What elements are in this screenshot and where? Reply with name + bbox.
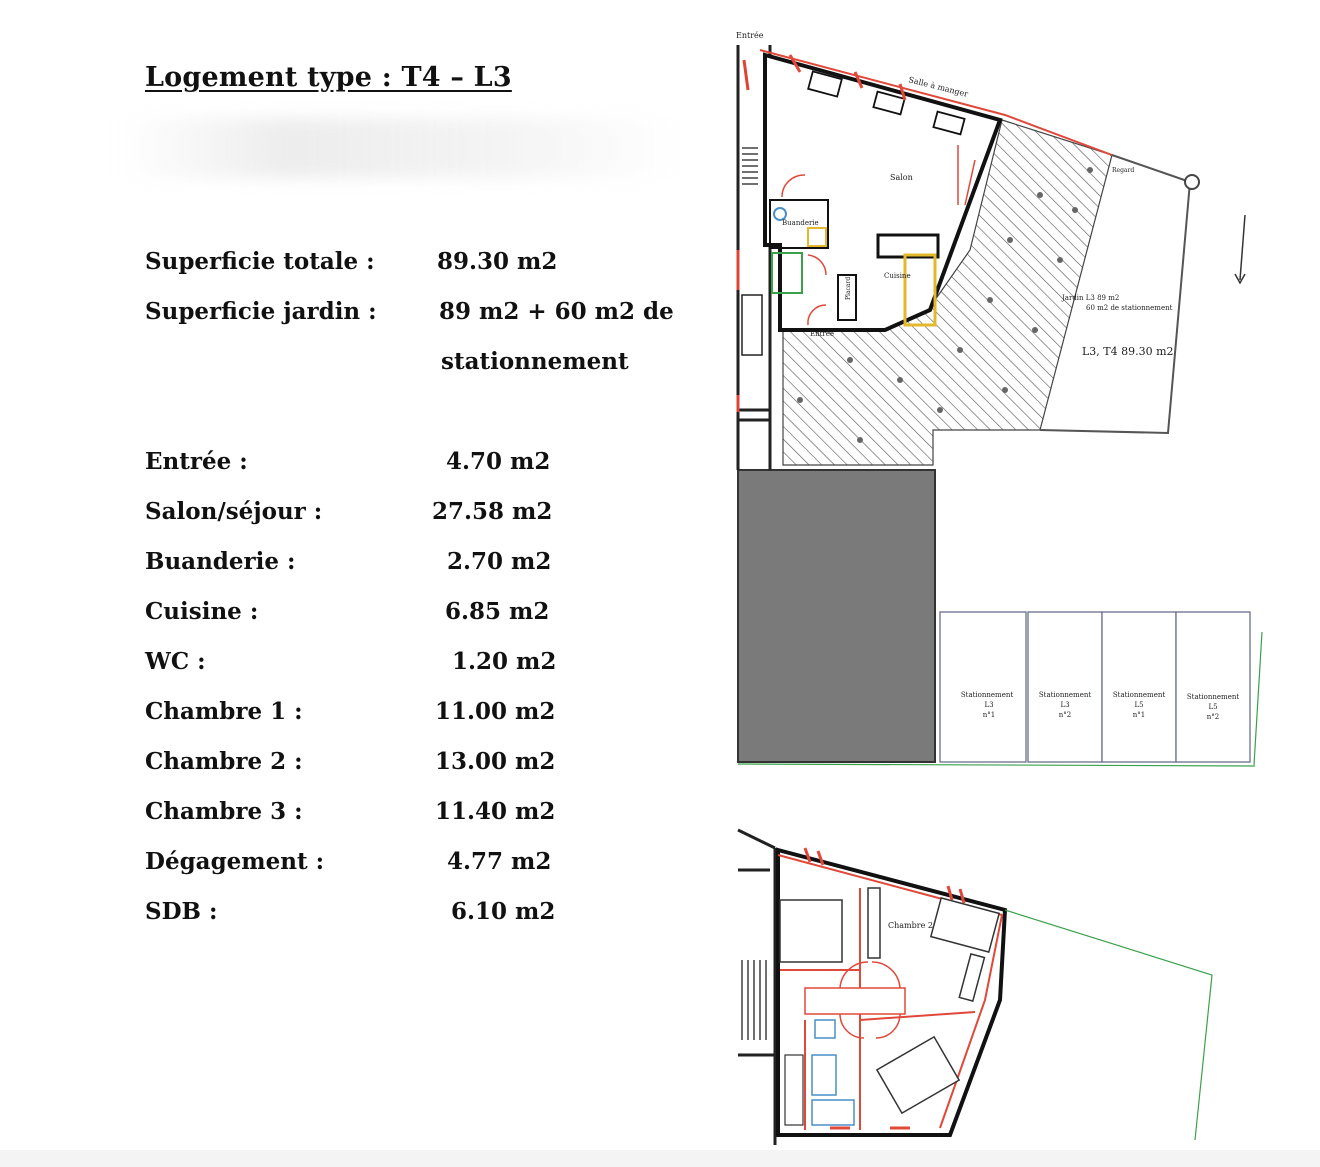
- room-label: Salon/séjour :: [145, 498, 323, 525]
- room-value: 11.00 m2: [435, 698, 556, 725]
- room-value: 6.10 m2: [451, 898, 556, 925]
- plan-label-salle-a-manger: Salle à manger: [907, 75, 970, 99]
- plan-label-placard: Placard: [845, 276, 852, 300]
- plan-label-entree: Entrée: [810, 330, 835, 338]
- parking-unit: L5: [1134, 701, 1144, 709]
- room-value: 6.85 m2: [445, 598, 550, 625]
- room-label: SDB :: [145, 898, 218, 925]
- parking-label: Stationnement: [1038, 691, 1092, 699]
- room-label: Dégagement :: [145, 848, 325, 875]
- total-area-label: Superficie totale :: [145, 248, 375, 275]
- room-label: Chambre 2 :: [145, 748, 303, 775]
- upper-left-stairs: [742, 960, 766, 1040]
- room-value: 13.00 m2: [435, 748, 556, 775]
- document-title: Logement type : T4 – L3: [145, 62, 512, 93]
- garden-area-label: Superficie jardin :: [145, 298, 377, 325]
- parking-number: n°2: [1206, 713, 1220, 721]
- plan-label-unit: L3, T4 89.30 m2: [1082, 345, 1174, 358]
- room-label: Chambre 1 :: [145, 698, 303, 725]
- parking-number: n°1: [982, 711, 996, 719]
- total-area-value: 89.30 m2: [437, 248, 558, 275]
- plan-label-salon: Salon: [890, 173, 913, 182]
- room-value: 1.20 m2: [452, 648, 557, 675]
- room-value: 2.70 m2: [447, 548, 552, 575]
- room-label: Cuisine :: [145, 598, 259, 625]
- upper-left-building: [738, 830, 775, 1145]
- room-value: 27.58 m2: [432, 498, 553, 525]
- parking-unit: L5: [1208, 703, 1218, 711]
- plan-label-jardin: Jardin L3 89 m2: [1062, 294, 1120, 302]
- room-value: 11.40 m2: [435, 798, 556, 825]
- parking-unit: L3: [984, 701, 994, 709]
- room-label: Chambre 3 :: [145, 798, 303, 825]
- parking-label: Stationnement: [960, 691, 1014, 699]
- garden-area-value-cont: stationnement: [441, 348, 629, 375]
- bed-chambre1: [780, 900, 842, 962]
- plan-label-cuisine: Cuisine: [884, 272, 911, 280]
- room-value: 4.77 m2: [447, 848, 552, 875]
- plan-label-entree-top: Entrée: [736, 31, 764, 40]
- plan-label-jardin-2: 60 m2 de stationnement: [1086, 304, 1173, 312]
- room-value: 4.70 m2: [446, 448, 551, 475]
- room-label: Entrée :: [145, 448, 248, 475]
- page-bottom-edge: [0, 1150, 1320, 1167]
- hallway: [805, 988, 905, 1014]
- plan-label-buanderie: Buanderie: [782, 219, 819, 227]
- garden-area-value: 89 m2 + 60 m2 de: [439, 298, 674, 325]
- parking-number: n°2: [1058, 711, 1072, 719]
- plan-label-chambre2: Chambre 2: [888, 921, 933, 930]
- room-label: WC :: [145, 648, 206, 675]
- parking-number: n°1: [1132, 711, 1146, 719]
- plan-label-regard: Regard: [1112, 167, 1135, 174]
- parking-label: Stationnement: [1186, 693, 1240, 701]
- room-label: Buanderie :: [145, 548, 296, 575]
- parking-unit: L3: [1060, 701, 1070, 709]
- upper-garden-line: [1005, 910, 1212, 1140]
- parking-label: Stationnement: [1112, 691, 1166, 699]
